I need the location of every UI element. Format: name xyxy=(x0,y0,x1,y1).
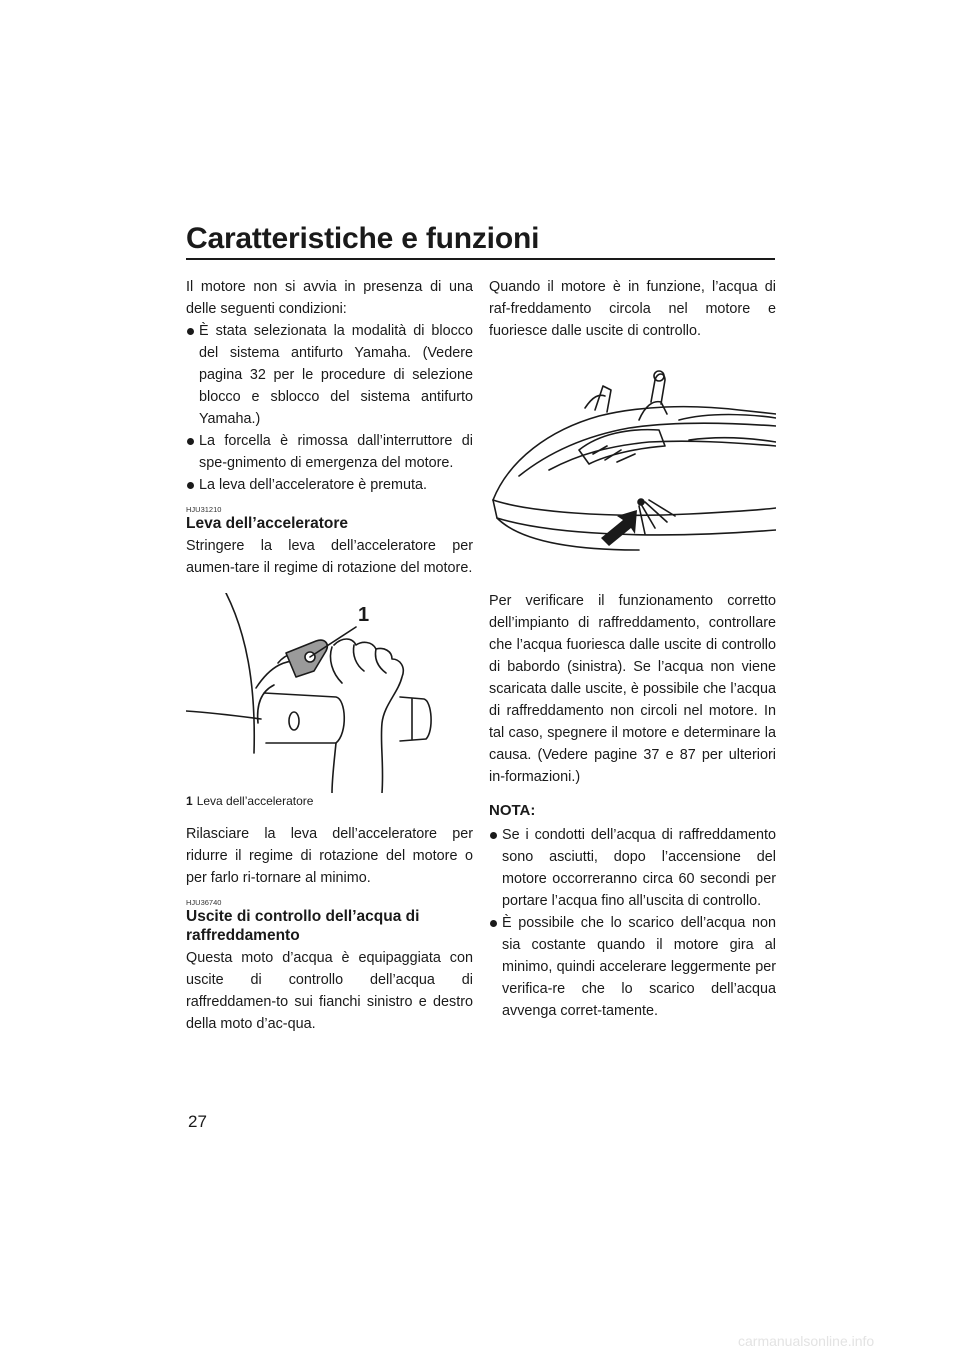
caption-text: Leva dell’acceleratore xyxy=(196,794,314,808)
conditions-list xyxy=(186,320,473,496)
watercraft-drawing xyxy=(489,350,776,580)
condition-item: È stata selezionata la modalità di blocco del sistema antifurto Yamaha. (Vedere pagina 32 per le procedure di selezione blocco e sblocco del sistema antifurto Yamaha.) xyxy=(186,320,473,430)
note-title: NOTA: xyxy=(489,802,536,819)
cooling-body: Questa moto d’acqua è equipaggiata con uscite di controllo dell’acqua di raffreddamen-to sui fianchi sinistro e destro della moto d’ac-qua. xyxy=(186,950,473,1032)
condition-item: La leva dell’acceleratore è premuta. xyxy=(186,474,473,496)
section-code: HJU31210 xyxy=(186,505,222,514)
caption-number: 1 xyxy=(186,794,193,808)
throttle-body: Stringere la leva dell’acceleratore per aumen-tare il regime di rotazione del motore. xyxy=(186,538,473,576)
page-title: Caratteristiche e funzioni xyxy=(186,222,540,255)
watermark: carmanualsonline.info xyxy=(738,1333,875,1349)
watercraft-illustration xyxy=(489,350,776,580)
page-number: 27 xyxy=(188,1112,207,1131)
cooling-check-text: Per verificare il funzionamento corretto dell’impianto di raffreddamento, controllare che l’acqua fuoriesca dalle uscite di controllo di babordo (sinistra). Se l’acqua non viene scaricata dalle uscite, è possibile che l’acqua di raffreddamento non circoli nel motore. In tal caso, spegnere il motore e determinare la causa. (Vedere pagine 37 e 87 per ulteriori in-formazioni.) xyxy=(489,593,776,785)
throttle-heading: Leva dell’acceleratore xyxy=(186,515,348,532)
left-column xyxy=(186,276,473,1035)
note-item: È possibile che lo scarico dell’acqua non sia costante quando il motore gira al minimo, quindi accelerare leggermente per verifica-re che lo scarico dell’acqua avvenga corret-tamente. xyxy=(489,912,776,1022)
note-item: Se i condotti dell’acqua di raffreddamento sono asciutti, dopo l’accensione del motore occorreranno circa 60 secondi per portare l’acqua fino all’uscita di controllo. xyxy=(489,824,776,912)
intro-text: Il motore non si avvia in presenza di una delle seguenti condizioni: xyxy=(186,279,473,317)
cooling-heading: Uscite di controllo dell’acqua di raffreddamento xyxy=(186,908,420,944)
throttle-after-text: Rilasciare la leva dell’acceleratore per ridurre il regime di rotazione del motore o per farlo ri-tornare al minimo. xyxy=(186,826,473,886)
throttle-lever-drawing xyxy=(186,593,473,793)
cooling-intro: Quando il motore è in funzione, l’acqua di raf-freddamento circola nel motore e fuoriesce dalle uscite di controllo. xyxy=(489,279,776,339)
figure-caption xyxy=(186,793,473,809)
figure-callout-number: 1 xyxy=(358,604,370,626)
title-rule xyxy=(186,258,775,260)
note-list xyxy=(489,824,776,1022)
right-column xyxy=(489,276,776,1022)
throttle-lever-illustration xyxy=(186,593,473,793)
section-code: HJU36740 xyxy=(186,898,222,907)
condition-item: La forcella è rimossa dall’interruttore di spe-gnimento di emergenza del motore. xyxy=(186,430,473,474)
